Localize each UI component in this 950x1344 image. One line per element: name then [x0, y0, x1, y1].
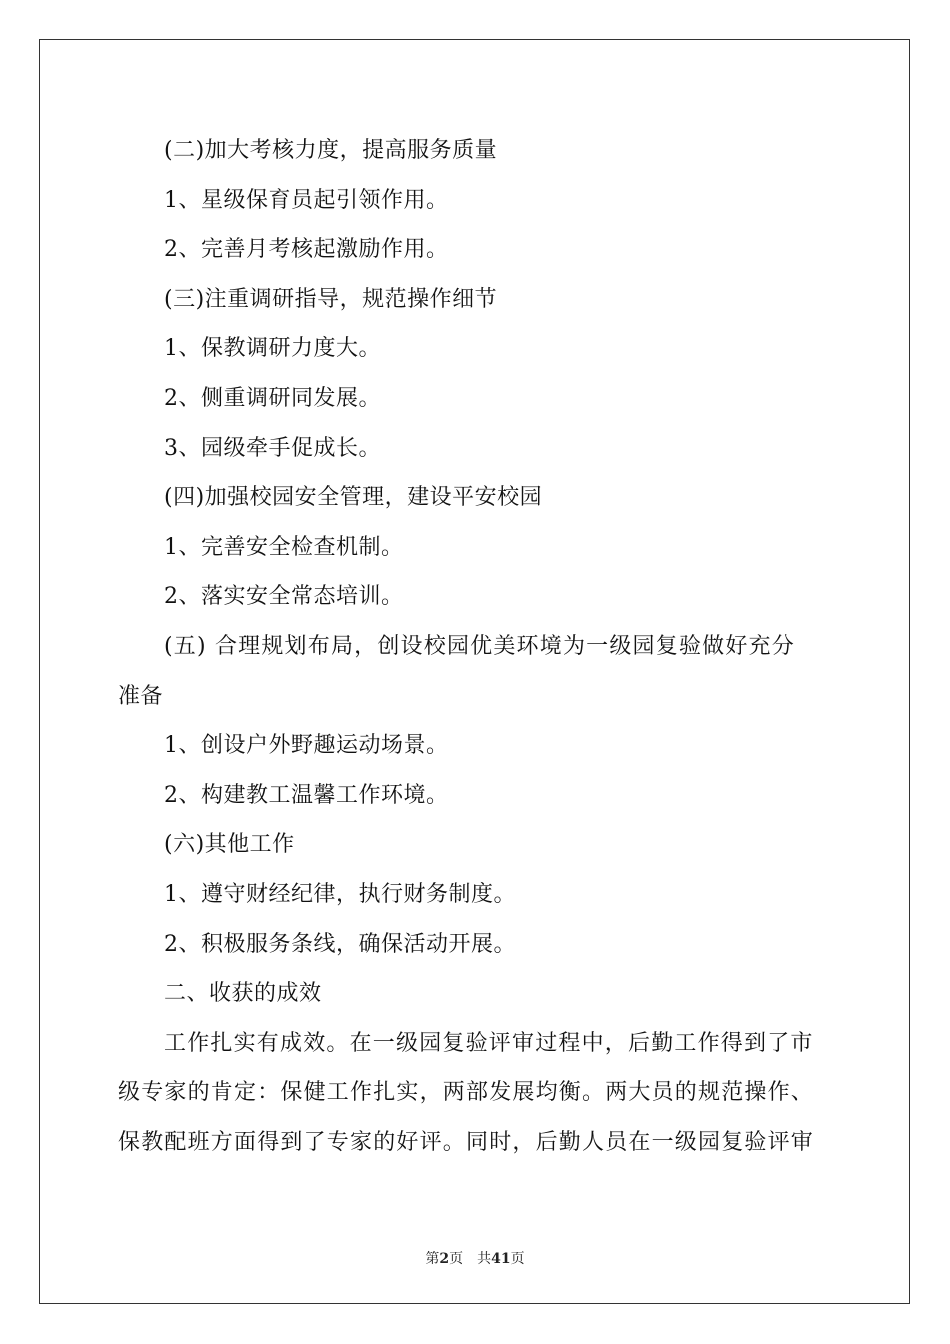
section-heading-5: (五) 合理规划布局，创设校园优美环境为一级园复验做好充分	[164, 633, 795, 659]
list-item: 2、侧重调研同发展。	[164, 385, 381, 411]
total-prefix: 共	[477, 1251, 492, 1267]
paragraph-line: 级专家的肯定：保健工作扎实，两部发展均衡。两大员的规范操作、	[118, 1080, 815, 1106]
list-item: 1、遵守财经纪律，执行财务制度。	[164, 881, 516, 907]
section-heading-5-continued: 准备	[118, 683, 164, 709]
list-item: 1、创设户外野趣运动场景。	[164, 733, 449, 759]
list-item: 2、落实安全常态培训。	[164, 584, 404, 610]
list-item: 1、完善安全检查机制。	[164, 534, 404, 560]
page-suffix: 页	[449, 1251, 464, 1267]
page-footer	[0, 1248, 950, 1268]
section-heading-3: (三)注重调研指导，规范操作细节	[164, 286, 498, 312]
page-number: 2	[439, 1251, 450, 1267]
paragraph-line: 工作扎实有成效。在一级园复验评审过程中，后勤工作得到了市	[164, 1030, 814, 1056]
total-pages: 41	[491, 1251, 511, 1267]
section-heading-6: (六)其他工作	[164, 832, 295, 858]
list-item: 3、园级牵手促成长。	[164, 435, 381, 461]
document-body	[118, 126, 834, 1167]
list-item: 2、构建教工温馨工作环境。	[164, 782, 449, 808]
list-item: 2、完善月考核起激励作用。	[164, 237, 449, 263]
total-suffix: 页	[510, 1251, 525, 1267]
section-heading-2: (二)加大考核力度，提高服务质量	[164, 138, 498, 163]
list-item: 1、星级保育员起引领作用。	[164, 187, 449, 213]
chapter-heading: 二、收获的成效	[164, 981, 322, 1007]
section-heading-4: (四)加强校园安全管理，建设平安校园	[164, 485, 543, 511]
page-prefix: 第	[425, 1251, 440, 1267]
list-item: 1、保教调研力度大。	[164, 336, 381, 362]
list-item: 2、积极服务条线，确保活动开展。	[164, 931, 516, 957]
paragraph-line: 保教配班方面得到了专家的好评。同时，后勤人员在一级园复验评审	[118, 1129, 815, 1155]
